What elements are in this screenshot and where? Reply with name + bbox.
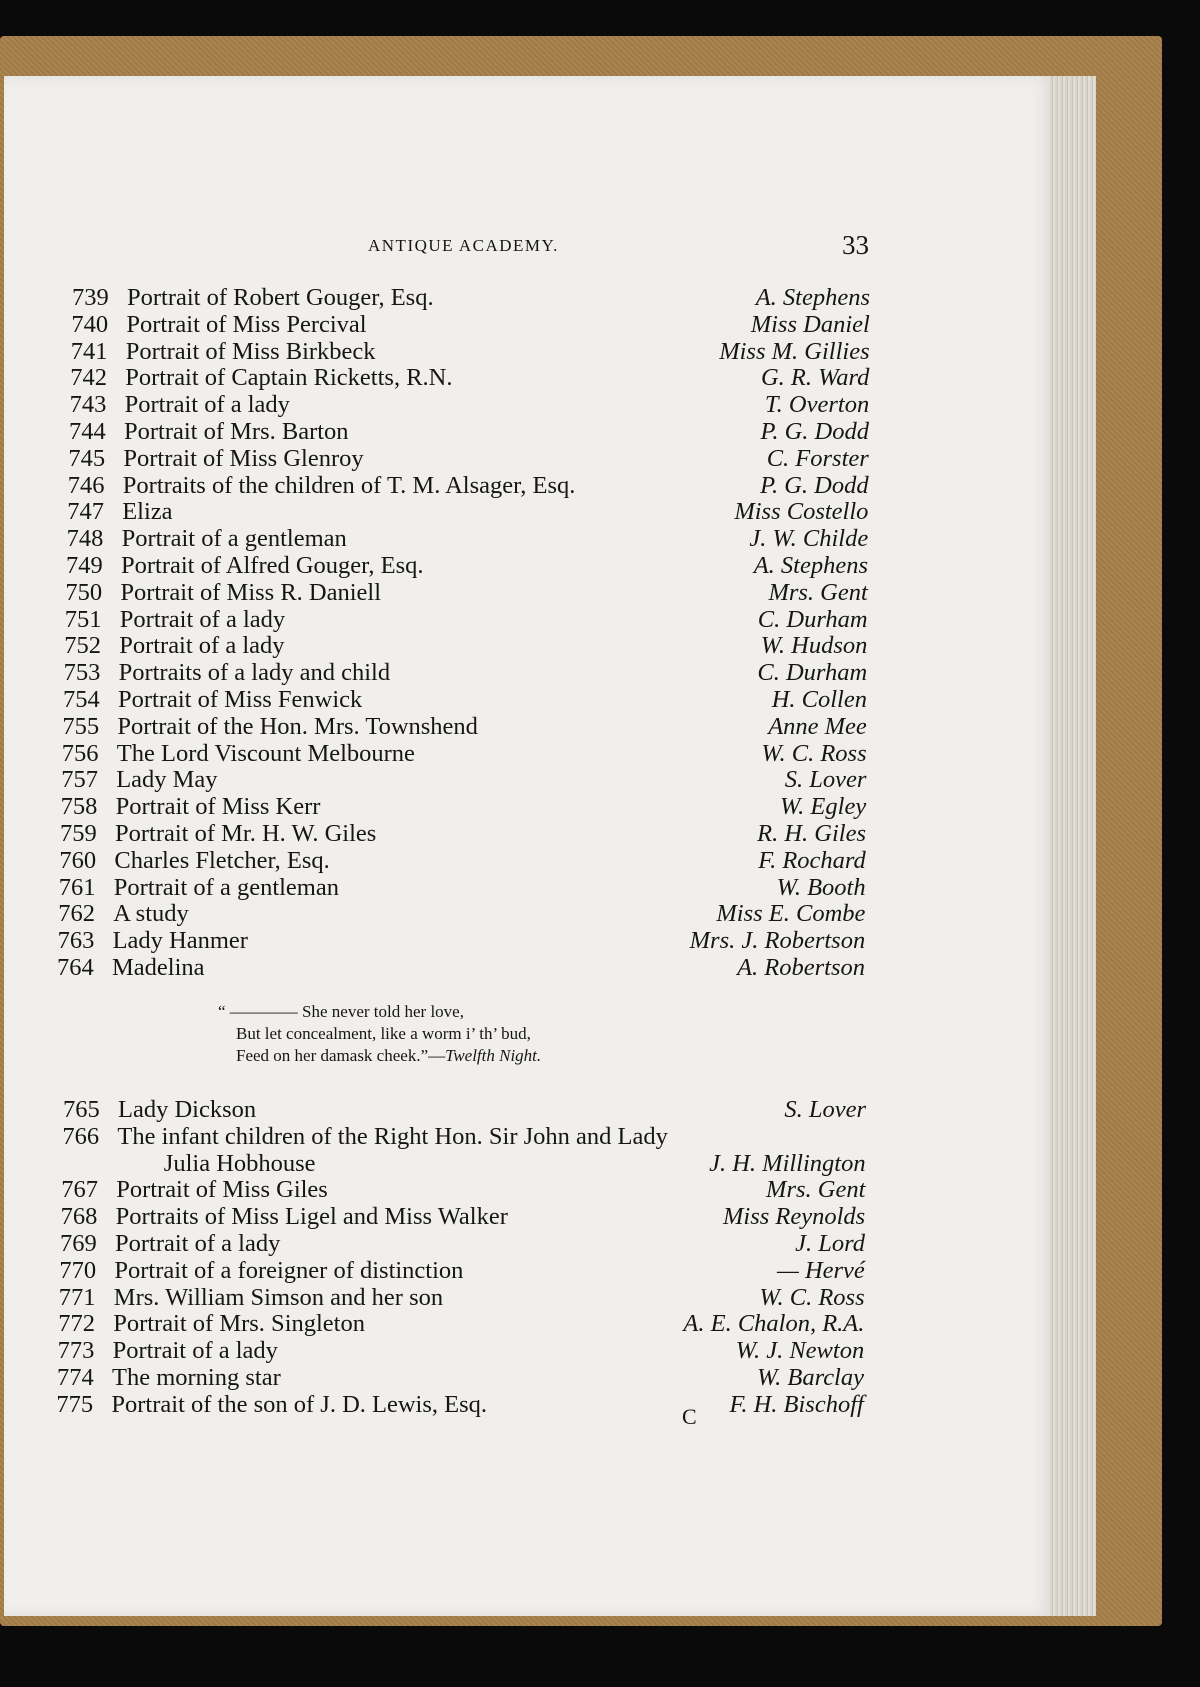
catalogue-row <box>0 338 1200 365</box>
entry-artist: S. Lover <box>784 766 867 794</box>
entry-number: 773 <box>57 1337 95 1365</box>
entry-artist: G. R. Ward <box>760 364 870 392</box>
catalogue-row <box>0 579 1200 606</box>
catalogue-row <box>0 793 1200 820</box>
entry-number: 758 <box>60 793 98 821</box>
entry-number: 761 <box>58 873 96 901</box>
catalogue-row <box>0 1310 1200 1337</box>
catalogue-row <box>0 1123 1200 1150</box>
entry-artist: W. C. Ross <box>759 1283 865 1311</box>
entry-artist: F. H. Bischoff <box>729 1390 864 1418</box>
entry-number: 754 <box>63 686 100 713</box>
entry-number: 741 <box>70 337 108 365</box>
entry-artist: A. Stephens <box>753 552 868 579</box>
quote-text: Feed on her damask cheek.”— <box>236 1046 446 1065</box>
entry-artist: Mrs. J. Robertson <box>689 927 866 955</box>
running-title: ANTIQUE ACADEMY. <box>368 236 559 255</box>
entry-artist: Miss Reynolds <box>722 1203 866 1231</box>
entry-title: Portrait of a gentleman <box>113 873 339 901</box>
entry-number: 771 <box>58 1283 96 1311</box>
entry-artist: P. G. Dodd <box>760 471 869 499</box>
entry-artist: R. H. Giles <box>757 820 866 847</box>
catalogue-row <box>0 874 1200 901</box>
catalogue-row <box>0 766 1200 793</box>
catalogue-row <box>0 1096 1200 1123</box>
entry-artist: W. Barclay <box>756 1364 864 1391</box>
entry-number: 745 <box>68 444 106 472</box>
entry-title: Portraits of the children of T. M. Alsager, Esq. <box>122 471 576 499</box>
entry-title: Charles Fletcher, Esq. <box>114 846 330 874</box>
entry-number: 756 <box>61 739 99 767</box>
entry-number: 747 <box>67 498 104 526</box>
catalogue-row <box>0 1391 1200 1418</box>
catalogue-row <box>0 740 1200 767</box>
catalogue-row <box>0 1230 1200 1257</box>
entry-artist: H. Collen <box>771 686 867 713</box>
entry-artist: T. Overton <box>764 391 870 419</box>
entry-number: 768 <box>60 1203 98 1231</box>
entry-title: The morning star <box>112 1364 281 1391</box>
catalogue-row <box>0 418 1200 445</box>
entry-number: 750 <box>65 578 103 606</box>
page-number: 33 <box>842 230 869 260</box>
entry-title: Portrait of Miss Percival <box>126 310 367 338</box>
entry-number: 770 <box>59 1256 97 1284</box>
quote-line-2 <box>236 1023 531 1045</box>
entry-title: Lady May <box>116 766 218 794</box>
entry-title: Portrait of a gentleman <box>121 525 347 553</box>
entry-title: Portrait of Captain Ricketts, R.N. <box>125 364 453 392</box>
entry-title: A study <box>113 900 189 928</box>
quote-text: But let concealment, like a worm i’ th’ bud, <box>236 1024 531 1043</box>
entry-title: Portrait of the Hon. Mrs. Townshend <box>117 712 478 740</box>
catalogue-row <box>0 927 1200 954</box>
entry-artist: C. Durham <box>757 605 868 633</box>
entry-number: 772 <box>58 1310 95 1338</box>
entry-number: 749 <box>66 552 103 579</box>
quote-line-3 <box>236 1045 541 1067</box>
entry-number: 769 <box>60 1230 97 1257</box>
catalogue-row <box>0 900 1200 927</box>
entry-title: Portrait of Miss Giles <box>116 1176 328 1204</box>
entry-artist: C. Forster <box>766 444 869 472</box>
entry-artist: Miss M. Gillies <box>719 337 870 365</box>
entry-artist: Mrs. Gent <box>766 1176 866 1204</box>
entry-number: 764 <box>57 954 94 981</box>
entry-title: Portrait of a lady <box>124 391 290 419</box>
entry-title: Portrait of Mrs. Barton <box>124 418 349 445</box>
catalogue-row <box>0 1337 1200 1364</box>
catalogue-row <box>0 1203 1200 1230</box>
catalogue-row <box>0 391 1200 418</box>
entry-artist: P. G. Dodd <box>760 418 869 445</box>
entry-title: Portraits of a lady and child <box>118 659 391 687</box>
entry-artist: W. C. Ross <box>761 739 867 767</box>
entry-artist: W. J. Newton <box>735 1337 865 1365</box>
entry-number: 739 <box>72 284 109 311</box>
catalogue-row <box>0 445 1200 472</box>
entry-number: 744 <box>69 418 106 445</box>
catalogue-row <box>0 1176 1200 1203</box>
entry-title: Portrait of Miss Fenwick <box>118 686 363 713</box>
entry-artist: J. Lord <box>795 1230 865 1257</box>
entry-title: Portrait of a lady <box>115 1230 281 1257</box>
entry-artist: S. Lover <box>784 1096 866 1123</box>
entry-title: Portrait of Mr. H. W. Giles <box>115 820 377 847</box>
quote-text: “ ———— She never told her love, <box>218 1002 464 1021</box>
catalogue-row <box>0 552 1200 579</box>
entry-title: Portrait of Miss Birkbeck <box>125 337 376 365</box>
entry-number: 760 <box>59 846 97 874</box>
entry-artist: J. H. Millington <box>709 1149 866 1177</box>
entry-number: 743 <box>69 391 107 419</box>
entry-title: Madelina <box>112 954 205 981</box>
entry-title: The infant children of the Right Hon. Sir John and Lady <box>117 1122 668 1150</box>
catalogue-row <box>0 1257 1200 1284</box>
entry-artist: J. W. Childe <box>749 525 869 553</box>
entry-artist: A. Stephens <box>755 284 870 311</box>
entry-number: 757 <box>61 766 98 794</box>
catalogue-row <box>0 284 1200 311</box>
entry-title: Portrait of a lady <box>119 605 286 633</box>
entry-title: Portrait of Alfred Gouger, Esq. <box>121 552 424 579</box>
entry-number: 753 <box>63 659 101 687</box>
entry-title: Portraits of Miss Ligel and Miss Walker <box>115 1203 508 1231</box>
entry-artist: W. Hudson <box>760 632 868 660</box>
catalogue-row <box>0 311 1200 338</box>
running-header <box>0 230 1200 266</box>
entry-title: Portrait of a lady <box>112 1337 278 1365</box>
entry-number: 742 <box>70 364 107 392</box>
entry-artist: Miss E. Combe <box>716 900 866 928</box>
entry-artist: Anne Mee <box>768 712 867 740</box>
entry-artist: A. Robertson <box>737 954 865 981</box>
entry-artist: Miss Daniel <box>750 310 870 338</box>
entry-title: Portrait of Miss Glenroy <box>123 444 364 472</box>
catalogue-row <box>0 525 1200 552</box>
entry-title: Portrait of Miss Kerr <box>115 793 321 821</box>
entry-title: Mrs. William Simson and her son <box>113 1283 444 1311</box>
catalogue-row <box>0 632 1200 659</box>
entry-title: Portrait of Robert Gouger, Esq. <box>127 284 434 311</box>
entry-number: 751 <box>64 605 102 633</box>
catalogue-row <box>0 713 1200 740</box>
entry-artist: W. Booth <box>776 873 866 901</box>
catalogue-row <box>0 606 1200 633</box>
entry-number: 774 <box>57 1364 94 1391</box>
entry-title: The Lord Viscount Melbourne <box>116 739 415 767</box>
signature-mark: C <box>682 1404 697 1429</box>
entry-title: Julia Hobhouse <box>163 1149 316 1177</box>
entry-number: 755 <box>62 712 100 740</box>
entry-number: 775 <box>56 1390 94 1418</box>
quote-line-1 <box>218 1001 464 1023</box>
entry-artist: Miss Costello <box>734 498 869 526</box>
catalogue-row <box>0 847 1200 874</box>
catalogue-row <box>0 472 1200 499</box>
entry-number: 748 <box>66 525 104 553</box>
catalogue-row <box>0 1364 1200 1391</box>
catalogue-row <box>0 686 1200 713</box>
entry-title: Portrait of a lady <box>119 632 285 660</box>
catalogue-row <box>0 820 1200 847</box>
entry-number: 763 <box>57 927 95 955</box>
entry-title: Portrait of a foreigner of distinction <box>114 1256 464 1284</box>
catalogue-row <box>0 1284 1200 1311</box>
entry-title: Portrait of Miss R. Daniell <box>120 578 382 606</box>
entry-title: Portrait of the son of J. D. Lewis, Esq. <box>111 1390 488 1418</box>
entry-title: Portrait of Mrs. Singleton <box>113 1310 365 1338</box>
entry-number: 752 <box>64 632 101 660</box>
catalogue-row <box>0 954 1200 981</box>
entry-title: Lady Hanmer <box>112 927 248 955</box>
catalogue-row <box>0 1150 1200 1177</box>
catalogue-row <box>0 498 1200 525</box>
catalogue-row <box>0 364 1200 391</box>
entry-number: 767 <box>61 1176 98 1204</box>
entry-title: Lady Dickson <box>118 1096 257 1123</box>
entry-number: 766 <box>62 1122 100 1150</box>
entry-number: 740 <box>71 310 109 338</box>
entry-number: 746 <box>67 471 105 499</box>
entry-number: 762 <box>58 900 95 928</box>
entry-title: Eliza <box>122 498 173 526</box>
catalogue-row <box>0 659 1200 686</box>
entry-artist: — Hervé <box>777 1256 865 1284</box>
quote-source: Twelfth Night. <box>445 1046 542 1065</box>
entry-artist: C. Durham <box>757 659 868 687</box>
entry-artist: A. E. Chalon, R.A. <box>683 1310 865 1338</box>
entry-artist: W. Egley <box>780 793 867 821</box>
entry-artist: F. Rochard <box>758 846 866 874</box>
entry-number: 765 <box>63 1096 100 1123</box>
entry-artist: Mrs. Gent <box>768 578 868 606</box>
entry-number: 759 <box>60 820 97 847</box>
